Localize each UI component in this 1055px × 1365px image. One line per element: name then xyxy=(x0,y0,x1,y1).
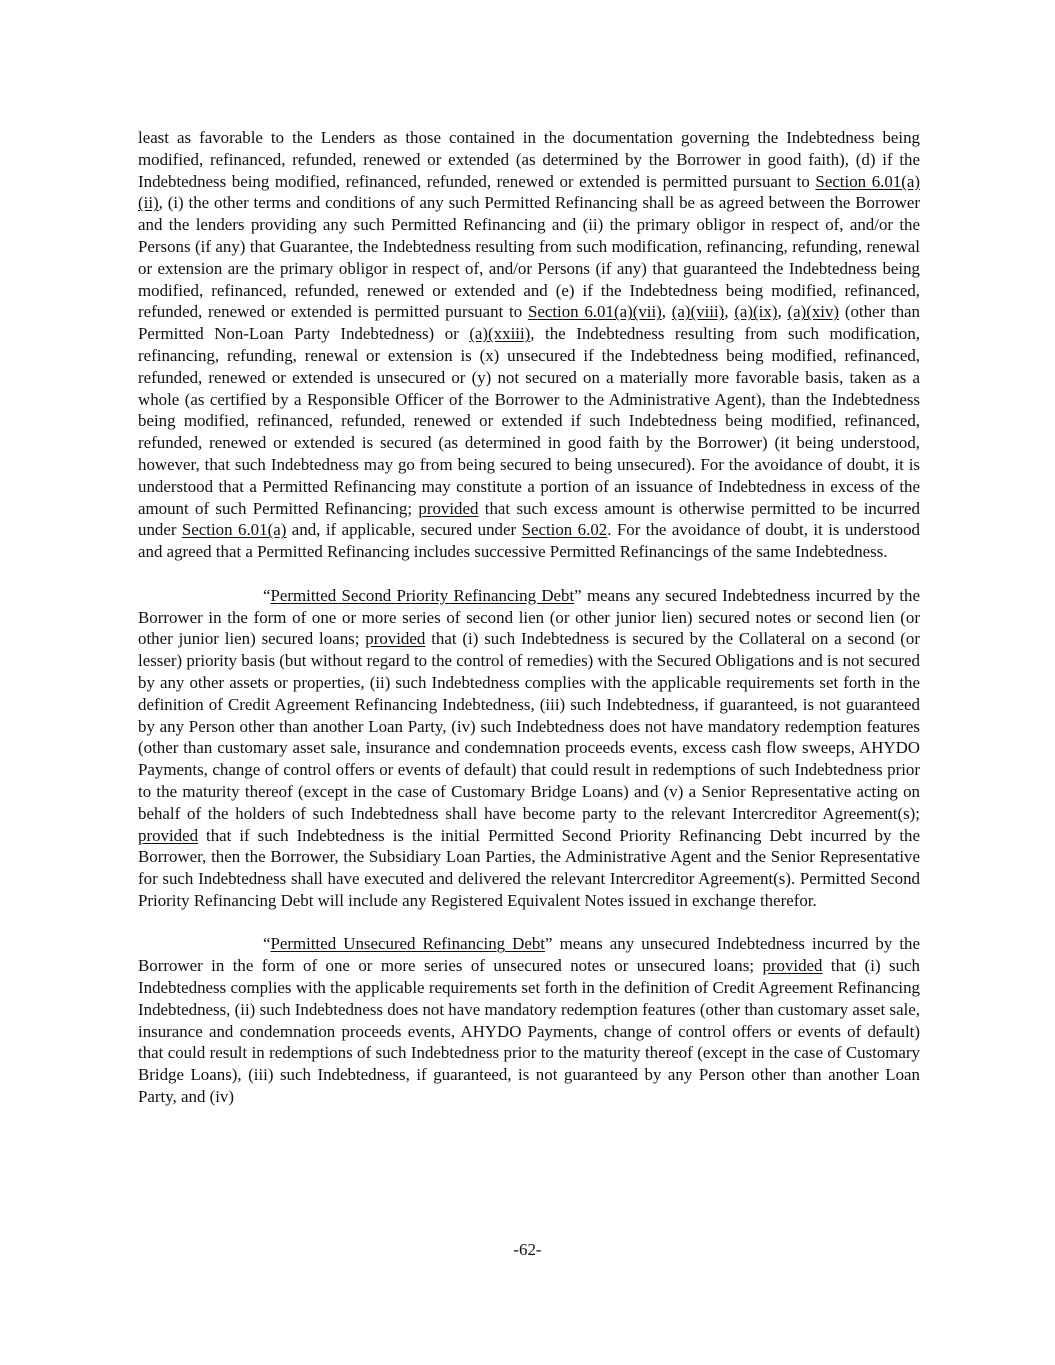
document-page xyxy=(138,127,920,1108)
underlined-term: Section 6.01(a)(vii) xyxy=(527,302,662,322)
underlined-term: Section 6.01(a)(ii) xyxy=(138,171,920,213)
underlined-term: (a)(viii) xyxy=(671,302,725,322)
underlined-term: provided xyxy=(762,956,823,976)
page-number: -62- xyxy=(513,1240,542,1259)
text-run: “ xyxy=(263,585,271,605)
underlined-term: provided xyxy=(418,498,479,518)
underlined-term: (a)(ix) xyxy=(734,302,778,322)
document-body xyxy=(138,127,920,1108)
underlined-term: provided xyxy=(365,629,426,649)
text-run: and, if applicable, secured under xyxy=(286,520,522,540)
underlined-term: (a)(xiv) xyxy=(787,302,840,322)
text-run: . For the avoidance of doubt, it is understood and agreed that a Permitted Refinancing includes successive Permitted Refinancings of the same Indebtedness. xyxy=(138,520,921,562)
paragraph xyxy=(138,127,920,563)
underlined-term: (a)(xxiii) xyxy=(469,324,531,344)
text-run: , xyxy=(724,302,735,322)
text-run: , the Indebtedness resulting from such modification, refinancing, refunding, renewal or extension is (x) unsecured if the Indebtedness being modified, refinanced, refunded, renewed or extended is unsecured or (y) not secured on a materially more favorable basis, taken as a whole (as certified by a Responsible Officer of the Borrower to the Administrative Agent), than the Indebtedness being modified, refinanced, refunded, renewed or extended if such Indebtedness being modified, refinanced, refunded, renewed or extended is secured (as determined in good faith by the Borrower) (it being understood, however, that such Indebtedness may go from being secured to being unsecured). For the avoidance of doubt, it is understood that a Permitted Refinancing may constitute a portion of an issuance of Indebtedness in excess of the amount of such Permitted Refinancing; xyxy=(138,324,920,518)
text-run: , xyxy=(777,302,788,322)
underlined-term: Section 6.01(a) xyxy=(181,520,287,540)
text-run: , xyxy=(661,302,672,322)
text-run: “ xyxy=(263,934,271,954)
text-run: that (i) such Indebtedness complies with the applicable requirements set forth in the definition of Credit Agreement Refinancing Indebtedness, (ii) such Indebtedness does not have mandatory redemption features (other than customary asset sale, insurance and condemnation proceeds events, AHYDO Payments, change of control offers or events of default) that could result in redemptions of such Indebtedness prior to the maturity thereof (except in the case of Customary Bridge Loans), (iii) such Indebtedness, if guaranteed, is not guaranteed by any Person other than another Loan Party, and (iv) xyxy=(138,956,920,1107)
text-run: (other than Permitted Non-Loan Party Indebtedness) or xyxy=(138,302,920,344)
underlined-term: Permitted Second Priority Refinancing Debt xyxy=(270,585,575,605)
underlined-term: provided xyxy=(138,825,199,845)
text-run: that if such Indebtedness is the initial Permitted Second Priority Refinancing Debt incurred by the Borrower, then the Borrower, the Subsidiary Loan Parties, the Administrative Agent and the Senior Representative for such Indebtedness shall have executed and delivered the relevant Intercreditor Agreement(s). Permitted Second Priority Refinancing Debt will include any Registered Equivalent Notes issued in exchange therefor. xyxy=(138,825,920,910)
text-run: least as favorable to the Lenders as those contained in the documentation governing the Indebtedness being modified, refinanced, refunded, renewed or extended (as determined by the Borrower in good faith), (d) if the Indebtedness being modified, refinanced, refunded, renewed or extended is permitted pursuant to xyxy=(138,128,920,191)
text-run: that (i) such Indebtedness is secured by the Collateral on a second (or lesser) priority basis (but without regard to the control of remedies) with the Secured Obligations and is not secured by any other assets or properties, (ii) such Indebtedness complies with the applicable requirements set forth in the definition of Credit Agreement Refinancing Indebtedness, (iii) such Indebtedness, if guaranteed, is not guaranteed by any Person other than another Loan Party, (iv) such Indebtedness does not have mandatory redemption features (other than customary asset sale, insurance and condemnation proceeds events, excess cash flow sweeps, AHYDO Payments, change of control offers or events of default) that could result in redemptions of such Indebtedness prior to the maturity thereof (except in the case of Customary Bridge Loans) and (v) a Senior Representative acting on behalf of the holders of such Indebtedness shall have become party to the relevant Intercreditor Agreement(s); xyxy=(138,629,920,823)
paragraph xyxy=(138,933,920,1107)
underlined-term: Permitted Unsecured Refinancing Debt xyxy=(270,934,545,954)
text-run: ” means any unsecured Indebtedness incurred by the Borrower in the form of one or more series of unsecured notes or unsecured loans; xyxy=(138,934,920,976)
underlined-term: Section 6.02 xyxy=(521,520,608,540)
text-run: that such excess amount is otherwise permitted to be incurred under xyxy=(138,498,920,540)
text-run: , (i) the other terms and conditions of any such Permitted Refinancing shall be as agreed between the Borrower and the lenders providing any such Permitted Refinancing and (ii) the primary obligor in respect of, and/or the Persons (if any) that Guarantee, the Indebtedness resulting from such modification, refinancing, refunding, renewal or extension are the primary obligor in respect of, and/or Persons (if any) that guaranteed the Indebtedness being modified, refinanced, refunded, renewed or extended and (e) if the Indebtedness being modified, refinanced, refunded, renewed or extended is permitted pursuant to xyxy=(138,193,920,322)
paragraph xyxy=(138,585,920,912)
text-run: ” means any secured Indebtedness incurred by the Borrower in the form of one or more series of second lien (or other junior lien) secured notes or second lien (or other junior lien) secured loans; xyxy=(138,585,920,649)
